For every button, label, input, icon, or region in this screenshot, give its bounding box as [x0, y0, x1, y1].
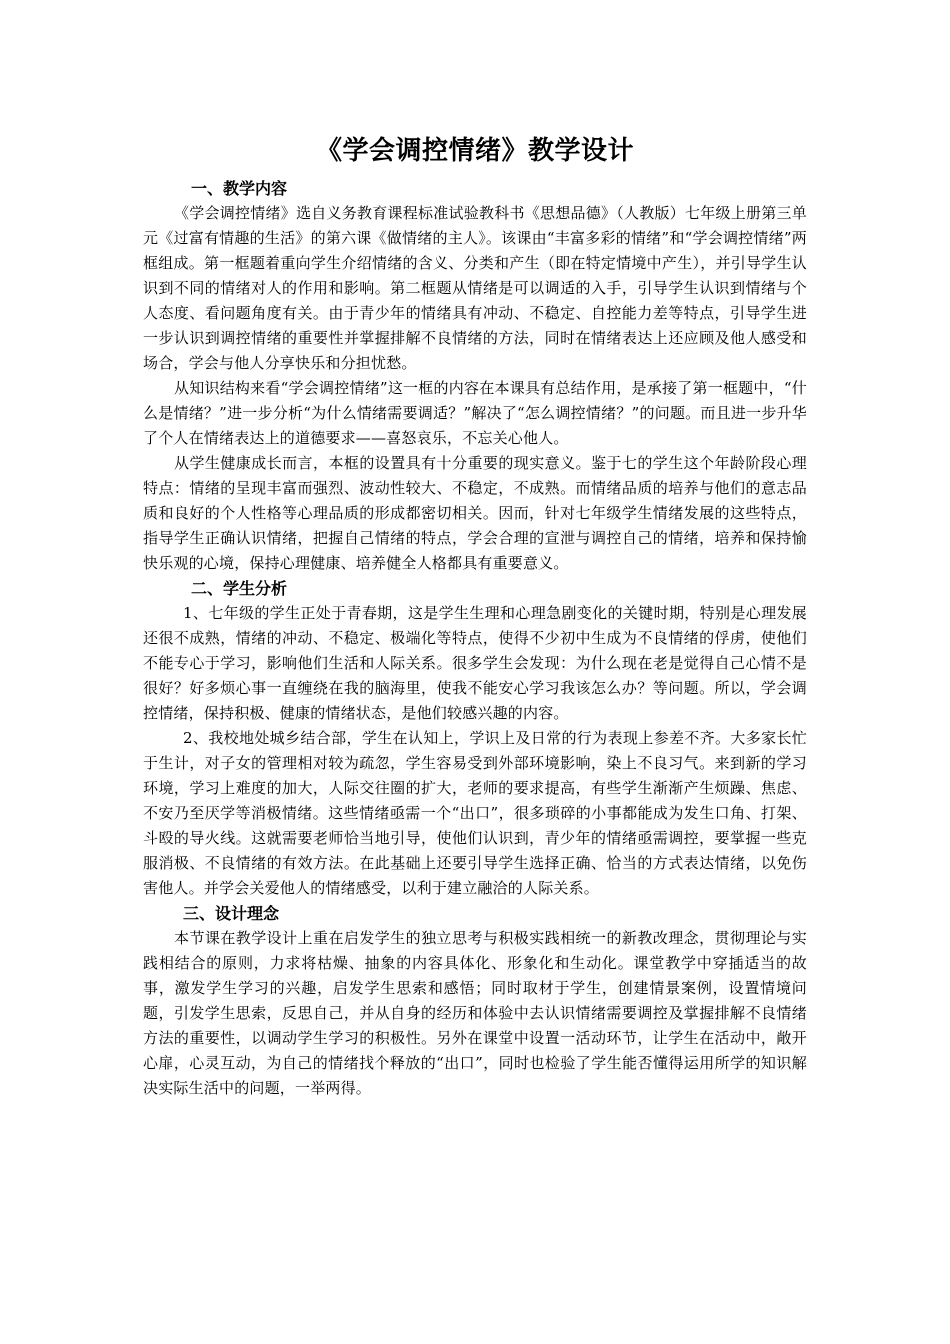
section-student-analysis	[143, 576, 807, 901]
section-heading: 二、学生分析	[191, 579, 288, 598]
document-page	[143, 130, 807, 1101]
section-design-concept	[143, 901, 807, 1101]
paragraph: 从知识结构来看“学会调控情绪”这一框的内容在本课具有总结作用，是承接了第一框题中，“什么是情绪？”进一步分析“为什么情绪需要调适？”解决了“怎么调控情绪？”的问题。而且进一步升华了个人在情绪表达上的道德要求——喜怒哀乐，不忘关心他人。	[143, 379, 807, 447]
paragraph: 1、七年级的学生正处于青春期，这是学生生理和心理急剧变化的关键时期，特别是心理发展还很不成熟，情绪的冲动、不稳定、极端化等特点，使得不少初中生成为不良情绪的俘虏，使他们不能专心于学习，影响他们生活和人际关系。很多学生会发现：为什么现在老是觉得自己心情不是很好？好多烦心事一直缠绕在我的脑海里，使我不能安心学习我该怎么办？等问题。所以，学会调控情绪，保持积极、健康的情绪状态，是他们较感兴趣的内容。	[143, 604, 807, 722]
paragraph: 从学生健康成长而言，本框的设置具有十分重要的现实意义。鉴于七的学生这个年龄阶段心理特点：情绪的呈现丰富而强烈、波动性较大、不稳定，不成熟。而情绪品质的培养与他们的意志品质和良好的个人性格等心理品质的形成都密切相关。因而，针对七年级学生情绪发展的这些特点，指导学生正确认识情绪，把握自己情绪的特点，学会合理的宣泄与调控自己的情绪，培养和保持愉快乐观的心境，保持心理健康、培养健全人格都具有重要意义。	[143, 454, 807, 572]
section-heading: 一、教学内容	[191, 179, 288, 198]
document-title: 《学会调控情绪》教学设计	[315, 136, 634, 166]
section-heading: 三、设计理念	[183, 904, 280, 923]
paragraph: 本节课在教学设计上重在启发学生的独立思考与积极实践相统一的新教改理念，贯彻理论与实践相结合的原则，力求将枯燥、抽象的内容具体化、形象化和生动化。课堂教学中穿插适当的故事，激发学生学习的兴趣，启发学生思索和感悟；同时取材于学生，创建情景案例，设置情境问题，引发学生思索，反思自己，并从自身的经历和体验中去认识情绪需要调控及掌握排解不良情绪方法的重要性，以调动学生学习的积极性。另外在课堂中设置一活动环节，让学生在活动中，敞开心扉，心灵互动，为自己的情绪找个释放的“出口”，同时也检验了学生能否懂得运用所学的知识解决实际生活中的问题，一举两得。	[143, 929, 807, 1097]
section-teaching-content	[143, 176, 807, 576]
paragraph: 《学会调控情绪》选自义务教育课程标准试验教科书《思想品德》（人教版）七年级上册第三单元《过富有情趣的生活》的第六课《做情绪的主人》。该课由“丰富多彩的情绪”和“学会调控情绪”两框组成。第一框题着重向学生介绍情绪的含义、分类和产生（即在特定情境中产生），并引导学生认识到不同的情绪对人的作用和影响。第二框题从情绪是可以调适的入手，引导学生认识到情绪与个人态度、看问题角度有关。由于青少年的情绪具有冲动、不稳定、自控能力差等特点，引导学生进一步认识到调控情绪的重要性并掌握排解不良情绪的方法，同时在情绪表达上还应顾及他人感受和场合，学会与他人分享快乐和分担忧愁。	[143, 204, 807, 372]
paragraph: 2、我校地处城乡结合部，学生在认知上，学识上及日常的行为表现上参差不齐。大多家长忙于生计，对子女的管理相对较为疏忽，学生容易受到外部环境影响，染上不良习气。来到新的学习环境，学习上难度的加大，人际交往圈的扩大，老师的要求提高，有些学生渐渐产生烦躁、焦虑、不安乃至厌学等消极情绪。这些情绪亟需一个“出口”，很多琐碎的小事都能成为发生口角、打架、斗殴的导火线。这就需要老师恰当地引导，使他们认识到，青少年的情绪亟需调控，要掌握一些克服消极、不良情绪的有效方法。在此基础上还要引导学生选择正确、恰当的方式表达情绪，以免伤害他人。并学会关爱他人的情绪感受，以利于建立融洽的人际关系。	[143, 729, 807, 897]
